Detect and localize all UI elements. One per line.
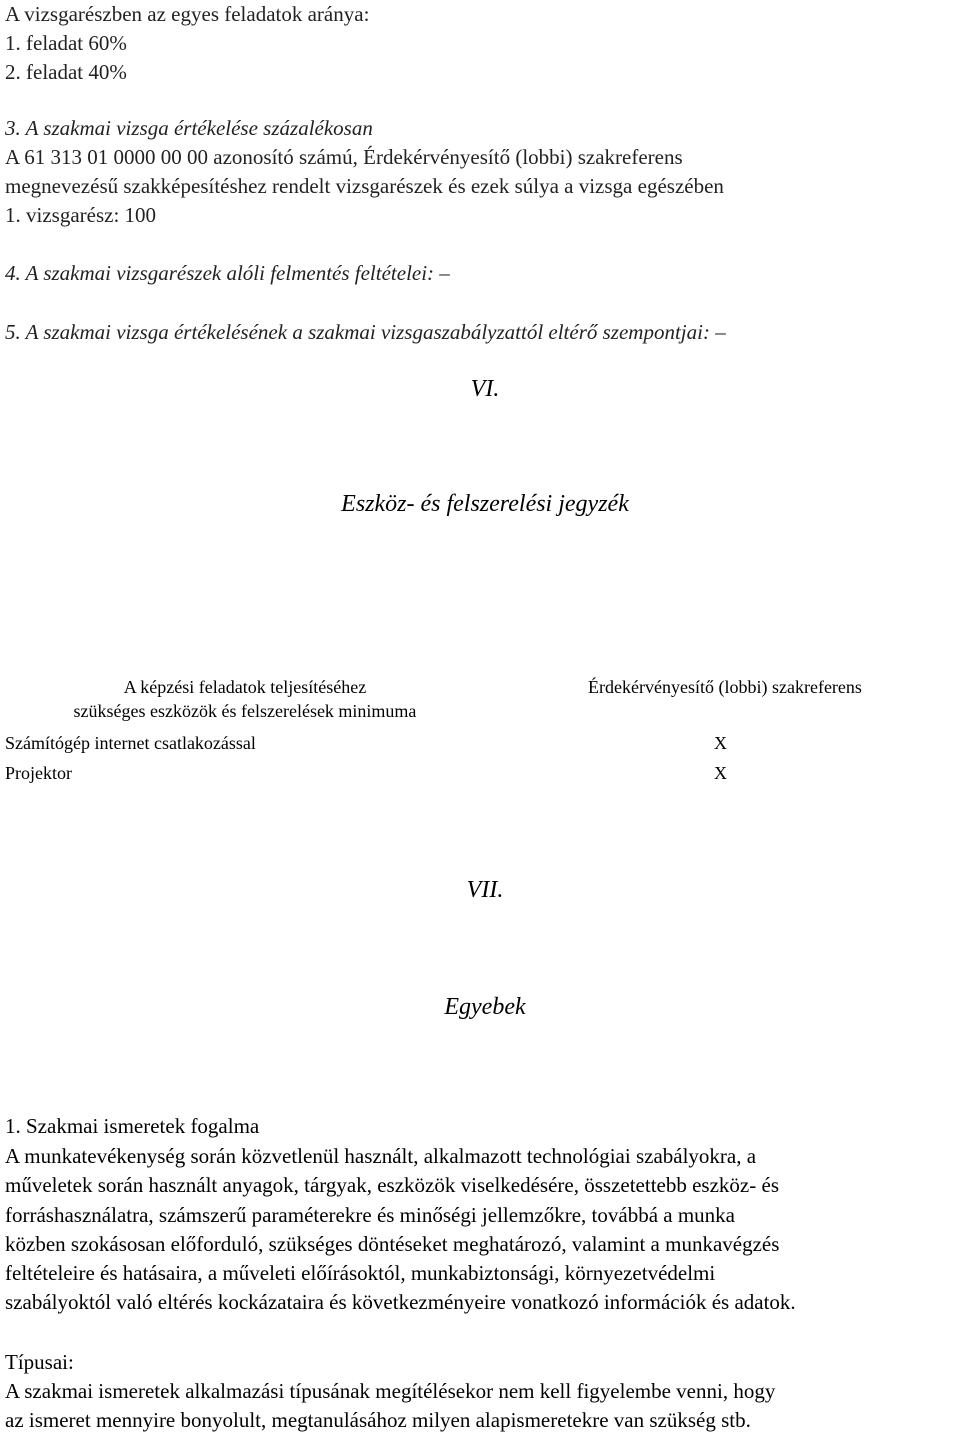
table-row-mark: X [714,733,727,753]
section-1-heading: 1. Szakmai ismeretek fogalma [5,1114,260,1138]
table-header-right: Érdekérvényesítő (lobbi) szakreferens [588,677,862,697]
section-3-line-2: megnevezésű szakképesítéshez rendelt vizsgarészek és ezek súlya a vizsga egészében [5,174,724,198]
section-3-line-1: A 61 313 01 0000 00 00 azonosító számú, Érdekérvényesítő (lobbi) szakreferens [5,145,683,169]
chapter-vii-numeral: VII. [466,877,504,903]
paragraph-line: az ismeret mennyire bonyolult, megtanulásához milyen alapismeretekre van szükség stb. [5,1408,751,1433]
table-row-item: Projektor [5,763,72,783]
section-1-paragraph [5,1142,960,1318]
section-3-heading: 3. A szakmai vizsga értékelése százalékosan [5,116,373,140]
section-4-heading: 4. A szakmai vizsgarészek alóli felmentés feltételei: – [5,261,450,285]
table-header-left-line-1: A képzési feladatok teljesítéséhez [123,677,367,697]
chapter-vi-numeral: VI. [470,376,500,402]
paragraph-line: A munkatevékenység során közvetlenül használt, alkalmazott technológiai szabályokra, a [5,1144,757,1168]
task-1-ratio: 1. feladat 60% [5,31,127,55]
table-row-item: Számítógép internet csatlakozással [5,733,256,753]
types-heading: Típusai: [5,1350,74,1374]
paragraph-line: műveletek során használt anyagok, tárgyak, eszközök viselkedésére, összetettebb eszköz- és [5,1173,779,1198]
table-row-mark: X [714,763,727,783]
task-2-ratio: 2. feladat 40% [5,60,127,84]
paragraph-line: közben szokásosan előforduló, szükséges döntéseket meghatározó, valamint a munkavégzés [5,1231,780,1256]
table-header-left-line-2: szükséges eszközök és felszerelések minimuma [73,701,417,721]
types-paragraph [5,1377,960,1436]
section-3-line-3: 1. vizsgarész: 100 [5,203,157,227]
paragraph-line: szabályoktól való eltérés kockázataira és következményeire vonatkozó információk és adatok. [5,1290,796,1315]
section-5-heading: 5. A szakmai vizsga értékelésének a szakmai vizsgaszabályzattól eltérő szempontjai: – [5,320,726,344]
paragraph-line: feltételeire és hatásaira, a műveleti előírásoktól, munkabiztonsági, környezetvédelmi [5,1261,716,1286]
paragraph-line: A szakmai ismeretek alkalmazási típusának megítélésekor nem kell figyelembe venni, hogy [5,1379,776,1403]
exam-part-ratio-heading: A vizsgarészben az egyes feladatok aránya: [5,2,370,26]
paragraph-line: forráshasználatra, számszerű paraméterekre és minőségi jellemzőkre, továbbá a munka [5,1202,735,1227]
chapter-vi-title: Eszköz- és felszerelési jegyzék [341,491,629,517]
chapter-vii-title: Egyebek [444,994,526,1020]
